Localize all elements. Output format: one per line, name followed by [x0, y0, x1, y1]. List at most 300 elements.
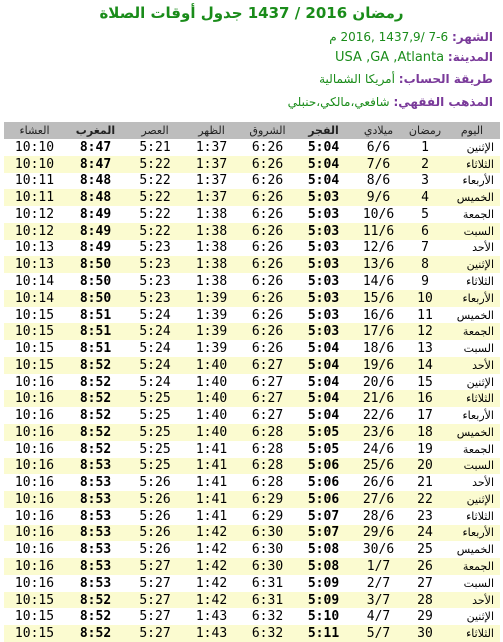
cell-isha: 10:10: [14, 139, 55, 155]
cell-ramadan: 5: [421, 206, 429, 222]
cell-asr: 5:27: [126, 625, 184, 642]
cell-sunrise: 6:26: [239, 156, 296, 173]
method-value: أمريكا الشمالية: [319, 72, 395, 86]
cell-maghrib: 8:48: [65, 189, 126, 206]
cell-day: الثلاثاء: [466, 509, 494, 523]
table-body: [4, 139, 500, 642]
cell-maghrib: 8:50: [65, 256, 126, 273]
cell-asr: 5:23: [139, 240, 171, 256]
table-row: [4, 240, 500, 257]
cell-asr: 5:24: [139, 307, 171, 323]
cell-gregorian: 3/7: [351, 592, 406, 609]
table-row: [4, 340, 500, 357]
cell-ramadan: 3: [421, 173, 429, 189]
cell-dhuhr: 1:38: [184, 256, 239, 273]
table-row: [4, 273, 500, 290]
madhab-info: [288, 95, 493, 109]
table-row: [4, 525, 500, 542]
cell-dhuhr: 1:40: [195, 408, 228, 424]
header-isha: العشاء: [4, 122, 65, 139]
cell-day: الثلاثاء: [444, 625, 500, 642]
cell-ramadan: 26: [406, 558, 444, 575]
city-info: [335, 50, 493, 65]
cell-asr: 5:23: [126, 256, 184, 273]
cell-fajr: 5:09: [307, 575, 340, 591]
cell-maghrib: 8:53: [65, 525, 126, 542]
cell-asr: 5:25: [139, 441, 171, 457]
cell-maghrib: 8:53: [65, 491, 126, 508]
cell-maghrib: 8:49: [65, 223, 126, 240]
cell-day: الأحد: [472, 241, 494, 255]
cell-day: الجمعة: [444, 323, 500, 340]
cell-dhuhr: 1:38: [184, 223, 239, 240]
cell-isha: 10:16: [14, 374, 55, 390]
cell-sunrise: 6:30: [239, 558, 296, 575]
cell-day: الخميس: [444, 424, 500, 441]
cell-sunrise: 6:31: [251, 575, 284, 591]
cell-asr: 5:25: [126, 390, 184, 407]
cell-sunrise: 6:32: [251, 609, 284, 625]
cell-day: الثلاثاء: [444, 390, 500, 407]
cell-gregorian: 21/6: [351, 390, 406, 407]
cell-day: الأحد: [444, 592, 500, 609]
cell-day: السبت: [444, 223, 500, 240]
cell-sunrise: 6:27: [251, 374, 284, 390]
cell-fajr: 5:03: [296, 323, 351, 340]
cell-asr: 5:22: [139, 173, 171, 189]
cell-ramadan: 1: [421, 139, 429, 155]
cell-asr: 5:26: [139, 475, 171, 491]
cell-day: الإثنين: [444, 491, 500, 508]
cell-dhuhr: 1:40: [184, 357, 239, 374]
cell-fajr: 5:03: [296, 256, 351, 273]
cell-day: الخميس: [456, 543, 494, 557]
table-header-row: [4, 122, 500, 139]
cell-ramadan: 9: [421, 274, 429, 289]
cell-fajr: 5:06: [307, 475, 340, 491]
cell-dhuhr: 1:39: [195, 341, 228, 357]
cell-day: الإثنين: [466, 375, 494, 389]
cell-fajr: 5:08: [307, 542, 340, 558]
cell-day: الأربعاء: [444, 290, 500, 307]
cell-dhuhr: 1:39: [184, 323, 239, 340]
cell-maghrib: 8:53: [79, 475, 112, 491]
cell-ramadan: 4: [406, 189, 444, 206]
cell-sunrise: 6:26: [251, 206, 284, 222]
cell-fajr: 5:03: [307, 206, 340, 222]
cell-maghrib: 8:47: [65, 156, 126, 173]
cell-ramadan: 15: [417, 374, 433, 390]
cell-gregorian: 6/6: [366, 139, 391, 155]
cell-maghrib: 8:49: [79, 240, 112, 256]
table-row: [4, 608, 500, 625]
cell-sunrise: 6:26: [251, 307, 284, 323]
cell-asr: 5:24: [139, 374, 171, 390]
cell-day: الخميس: [444, 189, 500, 206]
cell-gregorian: 27/6: [351, 491, 406, 508]
cell-day: الخميس: [456, 308, 494, 322]
cell-isha: 10:13: [4, 256, 65, 273]
table-row: [4, 374, 500, 391]
cell-maghrib: 8:53: [79, 575, 112, 591]
cell-dhuhr: 1:41: [195, 441, 228, 457]
cell-day: الإثنين: [444, 256, 500, 273]
header-sunrise: الشروق: [239, 122, 296, 139]
cell-ramadan: 28: [406, 592, 444, 609]
cell-gregorian: 20/6: [362, 374, 395, 390]
table-row: [4, 458, 500, 475]
cell-isha: 10:16: [4, 558, 65, 575]
cell-sunrise: 6:30: [239, 525, 296, 542]
cell-fajr: 5:06: [296, 491, 351, 508]
cell-asr: 5:26: [126, 525, 184, 542]
method-label: طريقة الحساب:: [398, 72, 493, 86]
cell-maghrib: 8:52: [65, 625, 126, 642]
cell-day: السبت: [444, 458, 500, 475]
header-gregorian: ميلادي: [351, 122, 406, 139]
city-label: المدينة:: [447, 50, 493, 64]
cell-sunrise: 6:26: [251, 139, 284, 155]
cell-isha: 10:13: [14, 240, 55, 256]
table-row: [4, 307, 500, 324]
table-row: [4, 189, 500, 206]
cell-gregorian: 16/6: [362, 307, 395, 323]
cell-maghrib: 8:53: [79, 542, 112, 558]
cell-maghrib: 8:52: [79, 374, 112, 390]
cell-dhuhr: 1:40: [195, 374, 228, 390]
cell-isha: 10:15: [14, 307, 55, 323]
cell-gregorian: 11/6: [351, 223, 406, 240]
cell-fajr: 5:03: [296, 189, 351, 206]
cell-dhuhr: 1:42: [184, 558, 239, 575]
cell-ramadan: 19: [417, 441, 433, 457]
cell-isha: 10:11: [4, 189, 65, 206]
cell-fajr: 5:05: [296, 424, 351, 441]
header-dhuhr: الظهر: [184, 122, 239, 139]
cell-maghrib: 8:53: [65, 458, 126, 475]
method-info: [319, 72, 493, 86]
cell-fajr: 5:03: [296, 223, 351, 240]
cell-day: الأربعاء: [444, 525, 500, 542]
cell-sunrise: 6:28: [251, 475, 284, 491]
cell-ramadan: 29: [417, 609, 433, 625]
table-row: [4, 474, 500, 491]
cell-sunrise: 6:26: [239, 223, 296, 240]
cell-fajr: 5:04: [296, 156, 351, 173]
cell-dhuhr: 1:42: [184, 592, 239, 609]
cell-dhuhr: 1:38: [195, 274, 228, 289]
cell-ramadan: 11: [417, 307, 433, 323]
cell-isha: 10:15: [4, 323, 65, 340]
cell-day: الأحد: [444, 357, 500, 374]
cell-day: الإثنين: [466, 610, 494, 624]
cell-ramadan: 23: [417, 508, 433, 524]
header-day: اليوم: [444, 122, 500, 139]
cell-fajr: 5:03: [296, 290, 351, 307]
cell-fajr: 5:04: [307, 173, 340, 189]
table-row: [4, 357, 500, 374]
cell-gregorian: 30/6: [362, 542, 395, 558]
table-row: [4, 491, 500, 508]
cell-isha: 10:16: [4, 491, 65, 508]
cell-maghrib: 8:53: [65, 558, 126, 575]
cell-day: الأحد: [472, 476, 494, 490]
cell-day: الجمعة: [444, 558, 500, 575]
cell-sunrise: 6:26: [251, 173, 284, 189]
cell-sunrise: 6:28: [239, 424, 296, 441]
cell-day: الثلاثاء: [444, 156, 500, 173]
cell-fajr: 5:05: [307, 441, 340, 457]
cell-maghrib: 8:50: [65, 290, 126, 307]
cell-asr: 5:22: [126, 189, 184, 206]
cell-isha: 10:12: [4, 223, 65, 240]
cell-dhuhr: 1:39: [195, 307, 228, 323]
cell-sunrise: 6:26: [239, 323, 296, 340]
cell-asr: 5:22: [126, 223, 184, 240]
cell-gregorian: 23/6: [351, 424, 406, 441]
cell-sunrise: 6:26: [239, 256, 296, 273]
cell-gregorian: 13/6: [351, 256, 406, 273]
cell-maghrib: 8:51: [79, 341, 112, 357]
cell-isha: 10:16: [4, 525, 65, 542]
cell-sunrise: 6:27: [251, 408, 284, 424]
cell-ramadan: 22: [406, 491, 444, 508]
cell-isha: 10:16: [14, 475, 55, 491]
cell-maghrib: 8:52: [79, 609, 112, 625]
cell-day: السبت: [463, 576, 494, 590]
cell-sunrise: 6:30: [251, 542, 284, 558]
cell-sunrise: 6:26: [239, 189, 296, 206]
cell-day: الجمعة: [462, 442, 494, 456]
cell-dhuhr: 1:41: [184, 491, 239, 508]
cell-sunrise: 6:27: [239, 390, 296, 407]
cell-fajr: 5:07: [307, 508, 340, 524]
cell-ramadan: 8: [406, 256, 444, 273]
cell-sunrise: 6:31: [239, 592, 296, 609]
cell-isha: 10:14: [4, 290, 65, 307]
cell-fajr: 5:04: [296, 357, 351, 374]
cell-dhuhr: 1:37: [184, 156, 239, 173]
cell-fajr: 5:04: [307, 139, 340, 155]
cell-gregorian: 17/6: [351, 323, 406, 340]
cell-dhuhr: 1:38: [195, 206, 228, 222]
cell-maghrib: 8:51: [65, 323, 126, 340]
cell-fajr: 5:10: [307, 609, 340, 625]
cell-ramadan: 6: [406, 223, 444, 240]
cell-gregorian: 9/6: [351, 189, 406, 206]
cell-fajr: 5:04: [307, 374, 340, 390]
cell-dhuhr: 1:38: [195, 240, 228, 256]
cell-ramadan: 16: [406, 390, 444, 407]
cell-maghrib: 8:52: [79, 408, 112, 424]
page-title: رمضان 2016 / 1437 جدول أوقات الصلاة: [99, 4, 404, 22]
table-row: [4, 290, 500, 307]
table-row: [4, 424, 500, 441]
cell-asr: 5:27: [126, 558, 184, 575]
cell-gregorian: 2/7: [366, 575, 391, 591]
cell-fajr: 5:06: [296, 458, 351, 475]
cell-gregorian: 15/6: [351, 290, 406, 307]
cell-ramadan: 18: [406, 424, 444, 441]
cell-isha: 10:16: [14, 408, 55, 424]
table-row: [4, 508, 500, 525]
cell-gregorian: 28/6: [362, 508, 395, 524]
cell-dhuhr: 1:41: [184, 458, 239, 475]
cell-ramadan: 21: [417, 475, 433, 491]
cell-isha: 10:16: [14, 575, 55, 591]
cell-ramadan: 14: [406, 357, 444, 374]
cell-isha: 10:15: [14, 609, 55, 625]
cell-gregorian: 12/6: [362, 240, 395, 256]
table-row: [4, 390, 500, 407]
cell-gregorian: 8/6: [366, 173, 391, 189]
cell-fajr: 5:03: [307, 274, 340, 289]
table-row: [4, 625, 500, 642]
cell-day: الإثنين: [466, 140, 494, 154]
cell-asr: 5:27: [139, 609, 171, 625]
cell-fajr: 5:03: [307, 240, 340, 256]
cell-isha: 10:16: [4, 424, 65, 441]
header-asr: العصر: [126, 122, 184, 139]
cell-day: الأربعاء: [462, 409, 494, 423]
table-row: [4, 592, 500, 609]
header-ramadan: رمضان: [406, 122, 444, 139]
cell-asr: 5:25: [126, 424, 184, 441]
table-row: [4, 223, 500, 240]
cell-isha: 10:14: [14, 274, 55, 289]
madhab-value: شافعي،مالكي،حنبلي: [287, 95, 390, 109]
table-row: [4, 558, 500, 575]
month-label: الشهر:: [451, 30, 493, 44]
cell-maghrib: 8:51: [79, 307, 112, 323]
cell-sunrise: 6:26: [251, 240, 284, 256]
cell-maghrib: 8:52: [65, 357, 126, 374]
cell-asr: 5:22: [139, 206, 171, 222]
cell-gregorian: 29/6: [351, 525, 406, 542]
cell-fajr: 5:07: [296, 525, 351, 542]
cell-dhuhr: 1:41: [195, 508, 228, 524]
table-row: [4, 407, 500, 424]
cell-dhuhr: 1:43: [195, 609, 228, 625]
cell-isha: 10:15: [4, 592, 65, 609]
cell-isha: 10:15: [14, 341, 55, 357]
cell-fajr: 5:08: [296, 558, 351, 575]
cell-maghrib: 8:52: [65, 592, 126, 609]
cell-isha: 10:11: [14, 173, 55, 189]
table-row: [4, 323, 500, 340]
cell-gregorian: 4/7: [366, 609, 391, 625]
cell-dhuhr: 1:41: [195, 475, 228, 491]
header-maghrib: المغرب: [65, 122, 126, 139]
cell-dhuhr: 1:37: [195, 173, 228, 189]
table-row: [4, 173, 500, 190]
cell-dhuhr: 1:42: [184, 525, 239, 542]
cell-ramadan: 2: [406, 156, 444, 173]
cell-isha: 10:12: [14, 206, 55, 222]
cell-dhuhr: 1:39: [184, 290, 239, 307]
table-row: [4, 206, 500, 223]
cell-gregorian: 5/7: [351, 625, 406, 642]
cell-asr: 5:25: [139, 408, 171, 424]
cell-sunrise: 6:32: [239, 625, 296, 642]
table-row: [4, 156, 500, 173]
cell-gregorian: 25/6: [351, 458, 406, 475]
cell-isha: 10:10: [4, 156, 65, 173]
cell-asr: 5:27: [126, 592, 184, 609]
cell-asr: 5:23: [126, 290, 184, 307]
cell-sunrise: 6:29: [239, 491, 296, 508]
cell-ramadan: 25: [417, 542, 433, 558]
cell-sunrise: 6:28: [251, 441, 284, 457]
cell-sunrise: 6:27: [239, 357, 296, 374]
cell-ramadan: 20: [406, 458, 444, 475]
month-value: 6-7 /1437,9 ,2016 م: [329, 30, 449, 44]
cell-sunrise: 6:29: [251, 508, 284, 524]
prayer-times-table: [4, 122, 500, 642]
cell-maghrib: 8:52: [79, 441, 112, 457]
cell-asr: 5:24: [126, 357, 184, 374]
table-row: [4, 139, 500, 156]
cell-maghrib: 8:52: [65, 424, 126, 441]
cell-fajr: 5:03: [307, 307, 340, 323]
cell-isha: 10:16: [4, 390, 65, 407]
cell-dhuhr: 1:40: [184, 390, 239, 407]
table-row: [4, 256, 500, 273]
cell-fajr: 5:04: [307, 341, 340, 357]
cell-maghrib: 8:50: [79, 274, 112, 289]
cell-dhuhr: 1:37: [184, 189, 239, 206]
cell-fajr: 5:09: [296, 592, 351, 609]
cell-day: الأربعاء: [462, 174, 494, 188]
cell-isha: 10:16: [14, 508, 55, 524]
cell-ramadan: 30: [406, 625, 444, 642]
cell-isha: 10:16: [14, 441, 55, 457]
cell-asr: 5:25: [126, 458, 184, 475]
cell-asr: 5:26: [139, 508, 171, 524]
cell-isha: 10:16: [4, 458, 65, 475]
month-info: [329, 30, 493, 44]
cell-dhuhr: 1:43: [184, 625, 239, 642]
madhab-label: المذهب الفقهي:: [393, 95, 493, 109]
cell-ramadan: 10: [406, 290, 444, 307]
cell-gregorian: 14/6: [362, 274, 395, 289]
cell-maghrib: 8:53: [79, 508, 112, 524]
table-row: [4, 541, 500, 558]
cell-maghrib: 8:52: [65, 390, 126, 407]
cell-gregorian: 22/6: [362, 408, 395, 424]
cell-ramadan: 13: [417, 341, 433, 357]
city-value: USA ,GA ,Atlanta: [335, 50, 445, 65]
cell-asr: 5:26: [126, 491, 184, 508]
cell-sunrise: 6:28: [239, 458, 296, 475]
cell-gregorian: 24/6: [362, 441, 395, 457]
cell-fajr: 5:04: [307, 408, 340, 424]
cell-asr: 5:23: [139, 274, 171, 289]
table-row: [4, 575, 500, 592]
cell-ramadan: 7: [421, 240, 429, 256]
cell-dhuhr: 1:42: [195, 542, 228, 558]
cell-maghrib: 8:48: [79, 173, 112, 189]
cell-ramadan: 12: [406, 323, 444, 340]
cell-sunrise: 6:26: [251, 341, 284, 357]
cell-dhuhr: 1:40: [184, 424, 239, 441]
cell-dhuhr: 1:42: [195, 575, 228, 591]
cell-ramadan: 17: [417, 408, 433, 424]
cell-ramadan: 24: [406, 525, 444, 542]
cell-sunrise: 6:26: [251, 274, 284, 289]
cell-gregorian: 1/7: [351, 558, 406, 575]
cell-fajr: 5:11: [296, 625, 351, 642]
